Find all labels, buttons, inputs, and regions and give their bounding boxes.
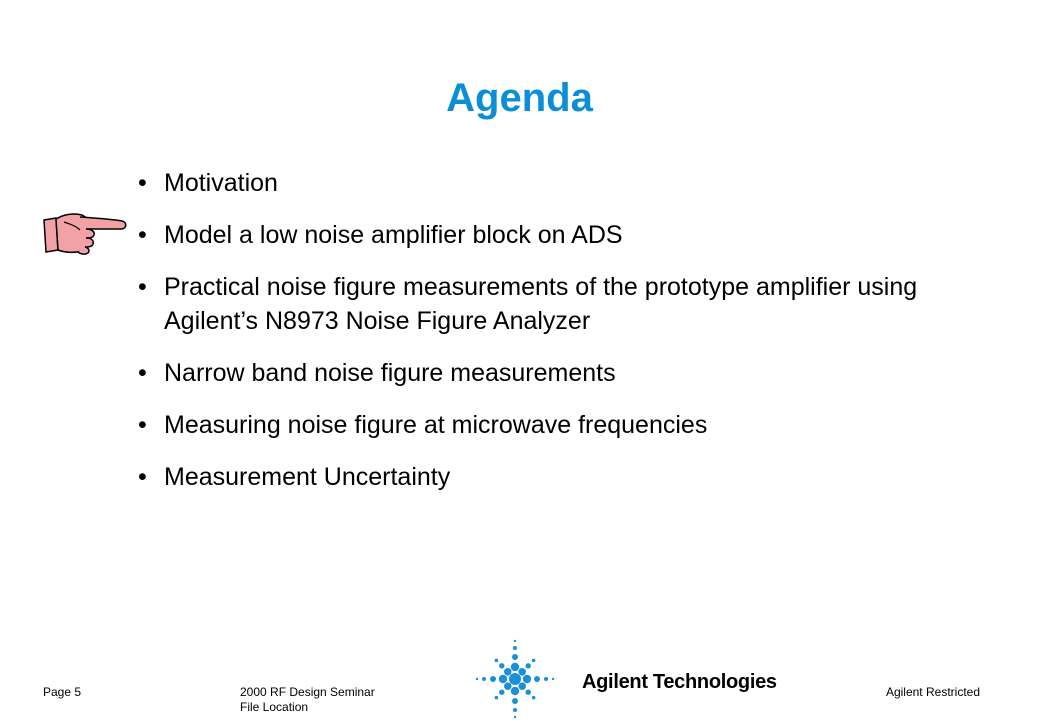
bullet-dot: • <box>138 463 147 491</box>
list-item <box>138 408 998 442</box>
list-item <box>138 270 998 338</box>
list-item <box>138 460 998 494</box>
pointing-hand-icon <box>42 210 128 256</box>
slide-title: Agenda <box>446 76 593 120</box>
bullet-text: Measuring noise figure at microwave frequencies <box>164 411 708 439</box>
agilent-spark-icon <box>474 638 556 720</box>
bullet-dot: • <box>138 221 147 249</box>
list-item <box>138 356 998 390</box>
company-logo-text: Agilent Technologies <box>582 671 777 693</box>
bullet-dot: • <box>138 169 147 197</box>
bullet-dot: • <box>138 273 147 301</box>
bullet-text: Narrow band noise figure measurements <box>164 359 616 387</box>
bullet-text: Motivation <box>164 169 278 197</box>
seminar-name: 2000 RF Design Seminar <box>240 685 375 699</box>
bullet-dot: • <box>138 359 147 387</box>
page-number: Page 5 <box>43 685 82 699</box>
bullet-text: Measurement Uncertainty <box>164 463 451 491</box>
restricted-label: Agilent Restricted <box>885 685 980 699</box>
bullet-text: Model a low noise amplifier block on ADS <box>164 221 623 249</box>
agenda-list <box>138 166 998 494</box>
list-item <box>138 218 998 252</box>
bullet-text: Practical noise figure measurements of the prototype amplifier using Agilent’s N8973 Noise Figure Analyzer <box>164 273 918 335</box>
bullet-dot: • <box>138 411 147 439</box>
file-location: File Location <box>240 700 309 714</box>
list-item <box>138 166 998 200</box>
